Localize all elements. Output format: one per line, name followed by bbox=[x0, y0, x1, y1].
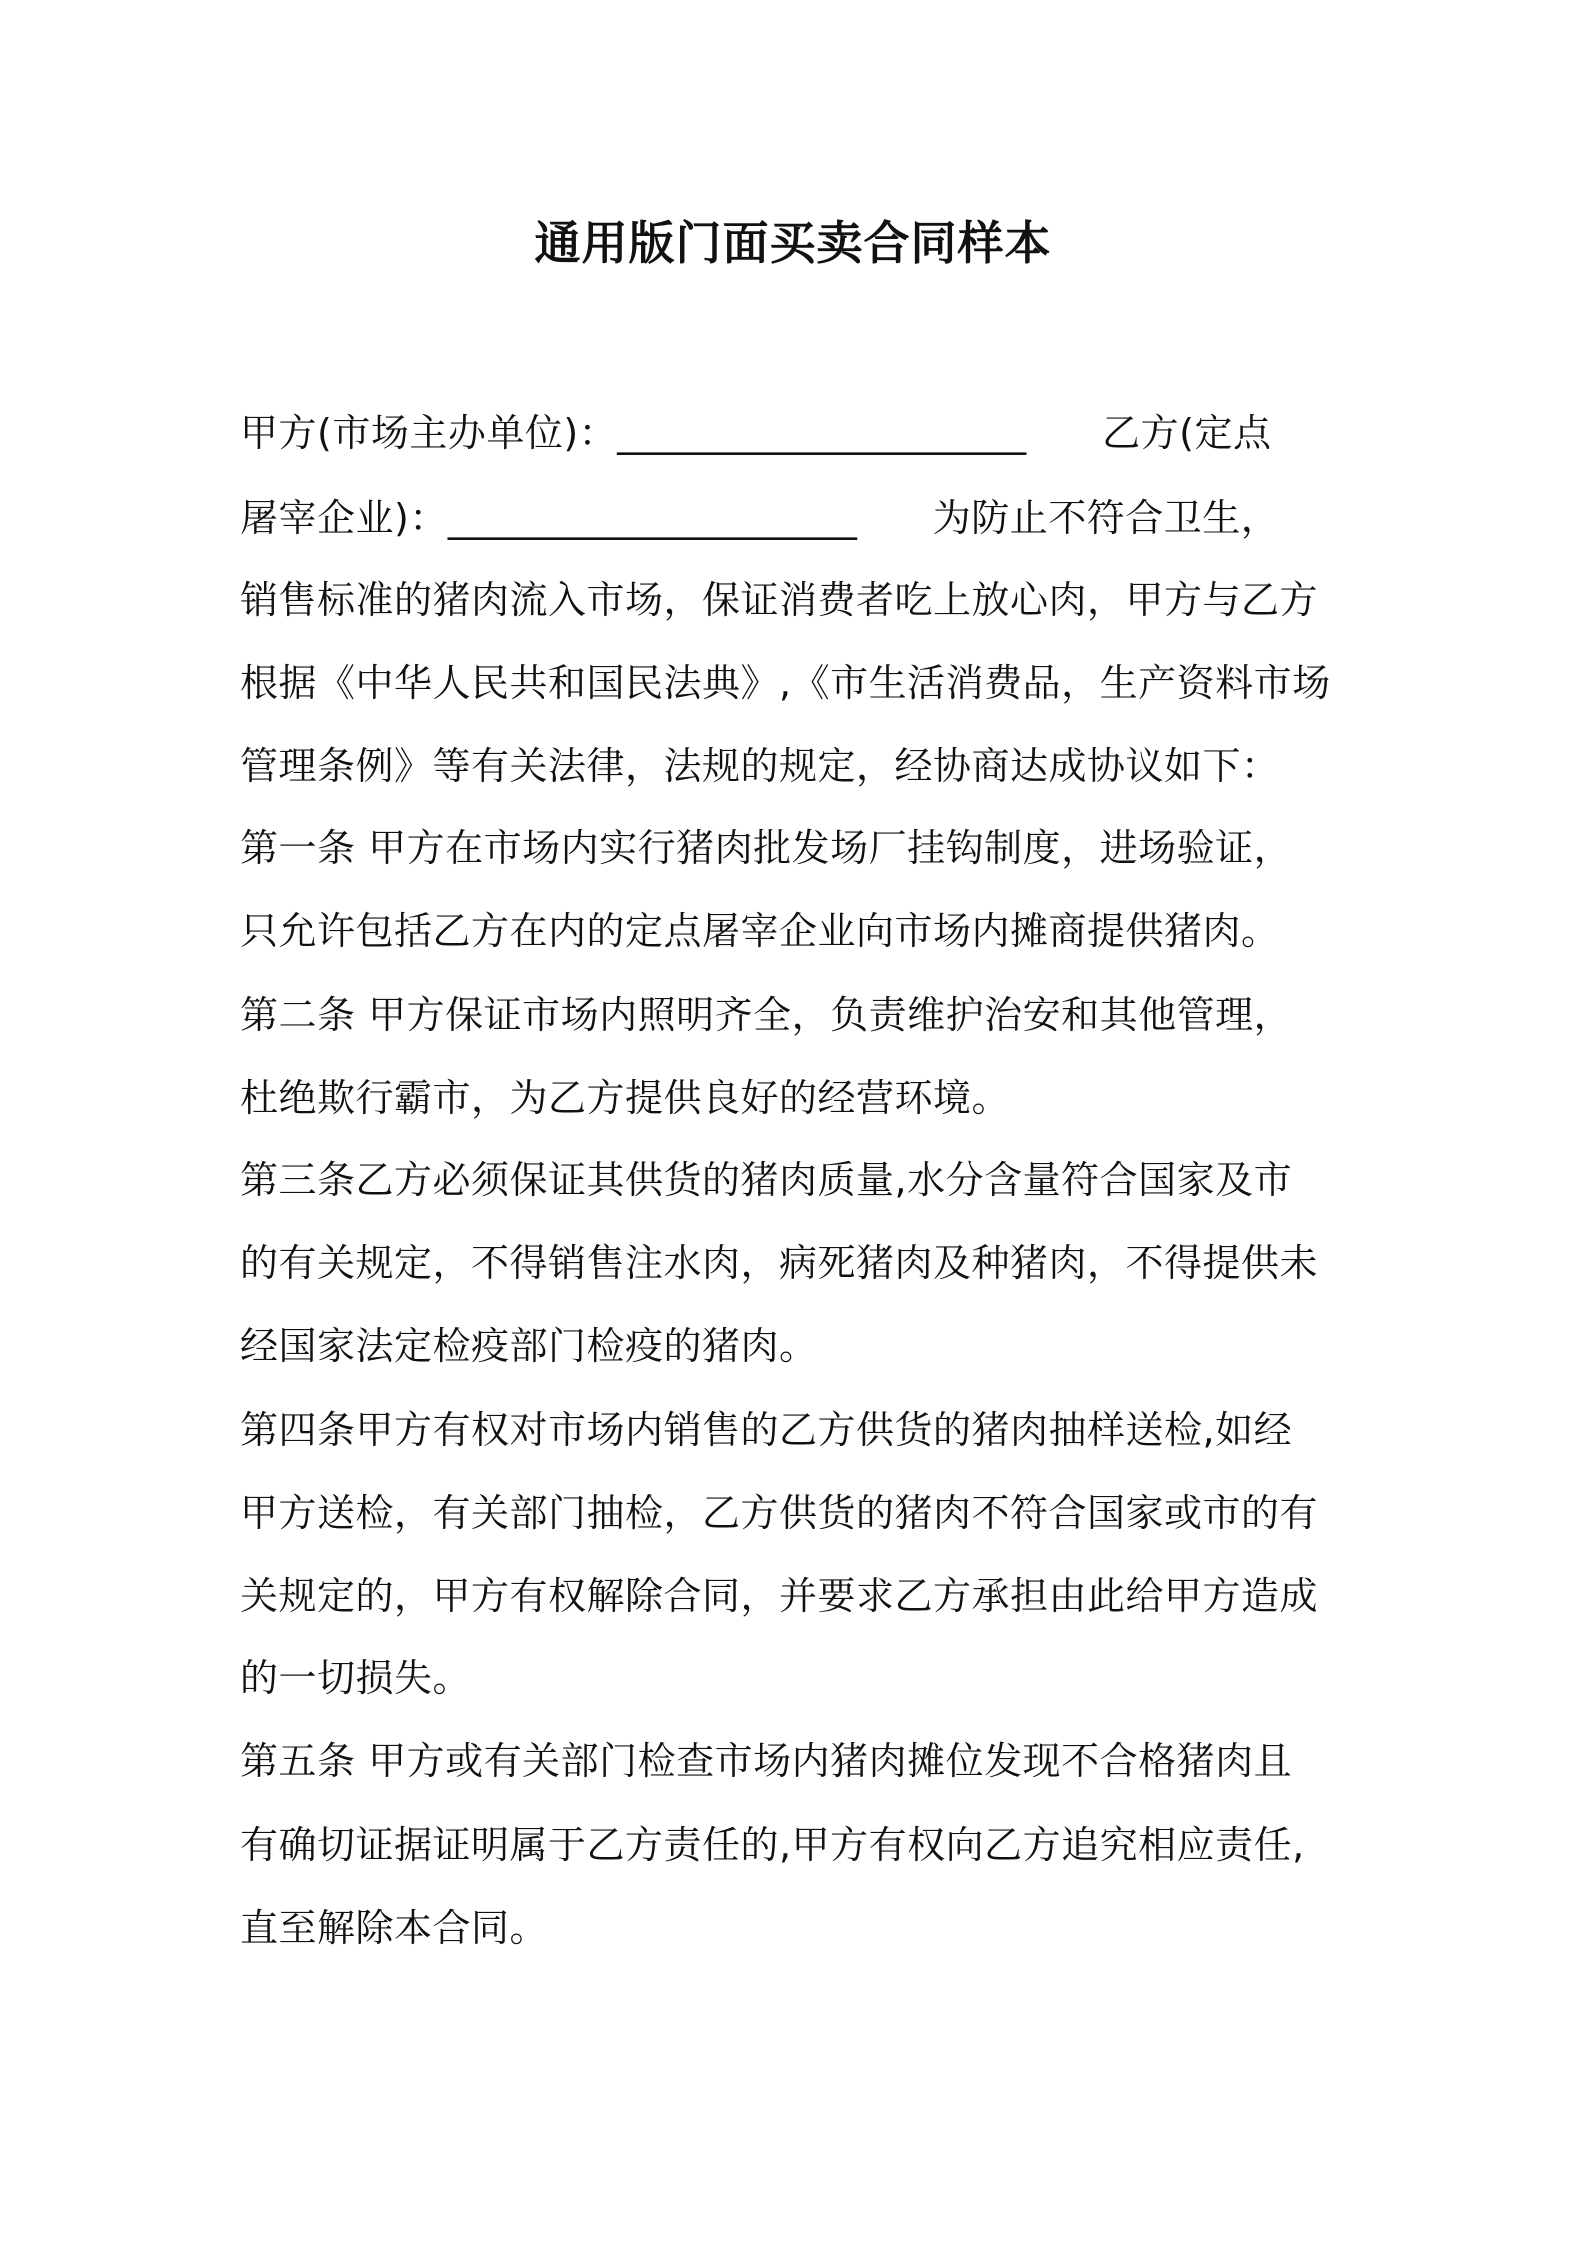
document-title: 通用版门面买卖合同样本 bbox=[534, 216, 1052, 270]
article-4-line: 甲方送检，有关部门抽检，乙方供货的猪肉不符合国家或市的有 bbox=[240, 1491, 1319, 1535]
article-3-line: 经国家法定检疫部门检疫的猪肉。 bbox=[240, 1324, 818, 1368]
article-3-line: 第三条乙方必须保证其供货的猪肉质量,水分含量符合国家及市 bbox=[240, 1158, 1293, 1202]
article-2-line: 第二条 甲方保证市场内照明齐全，负责维护治安和其他管理， bbox=[240, 993, 1293, 1037]
article-5-line: 直至解除本合同。 bbox=[240, 1906, 549, 1950]
article-5-line: 第五条 甲方或有关部门检查市场内猪肉摊位发现不合格猪肉且 bbox=[240, 1739, 1293, 1783]
text-line: 甲方(市场主办单位)：_____________________ 乙方(定点 bbox=[240, 411, 1272, 455]
article-4-line: 第四条甲方有权对市场内销售的乙方供货的猪肉抽样送检,如经 bbox=[240, 1408, 1293, 1452]
text-line: 管理条例》等有关法律，法规的规定，经协商达成协议如下： bbox=[240, 744, 1280, 788]
article-1-line: 只允许包括乙方在内的定点屠宰企业向市场内摊商提供猪肉。 bbox=[240, 909, 1280, 953]
article-4-line: 的一切损失。 bbox=[240, 1656, 472, 1700]
article-5-line: 有确切证据证明属于乙方责任的,甲方有权向乙方追究相应责任, bbox=[240, 1823, 1305, 1867]
article-3-line: 的有关规定，不得销售注水肉，病死猪肉及种猪肉，不得提供未 bbox=[240, 1241, 1319, 1285]
article-1-line: 第一条 甲方在市场内实行猪肉批发场厂挂钩制度，进场验证， bbox=[240, 826, 1293, 870]
article-2-line: 杜绝欺行霸市，为乙方提供良好的经营环境。 bbox=[240, 1076, 1011, 1120]
text-line: 屠宰企业)：_____________________ 为防止不符合卫生， bbox=[240, 496, 1280, 540]
text-line: 销售标准的猪肉流入市场，保证消费者吃上放心肉，甲方与乙方 bbox=[240, 578, 1319, 622]
text-line: 根据《中华人民共和国民法典》,《市生活消费品，生产资料市场 bbox=[240, 661, 1331, 705]
article-4-line: 关规定的，甲方有权解除合同，并要求乙方承担由此给甲方造成 bbox=[240, 1574, 1319, 1618]
